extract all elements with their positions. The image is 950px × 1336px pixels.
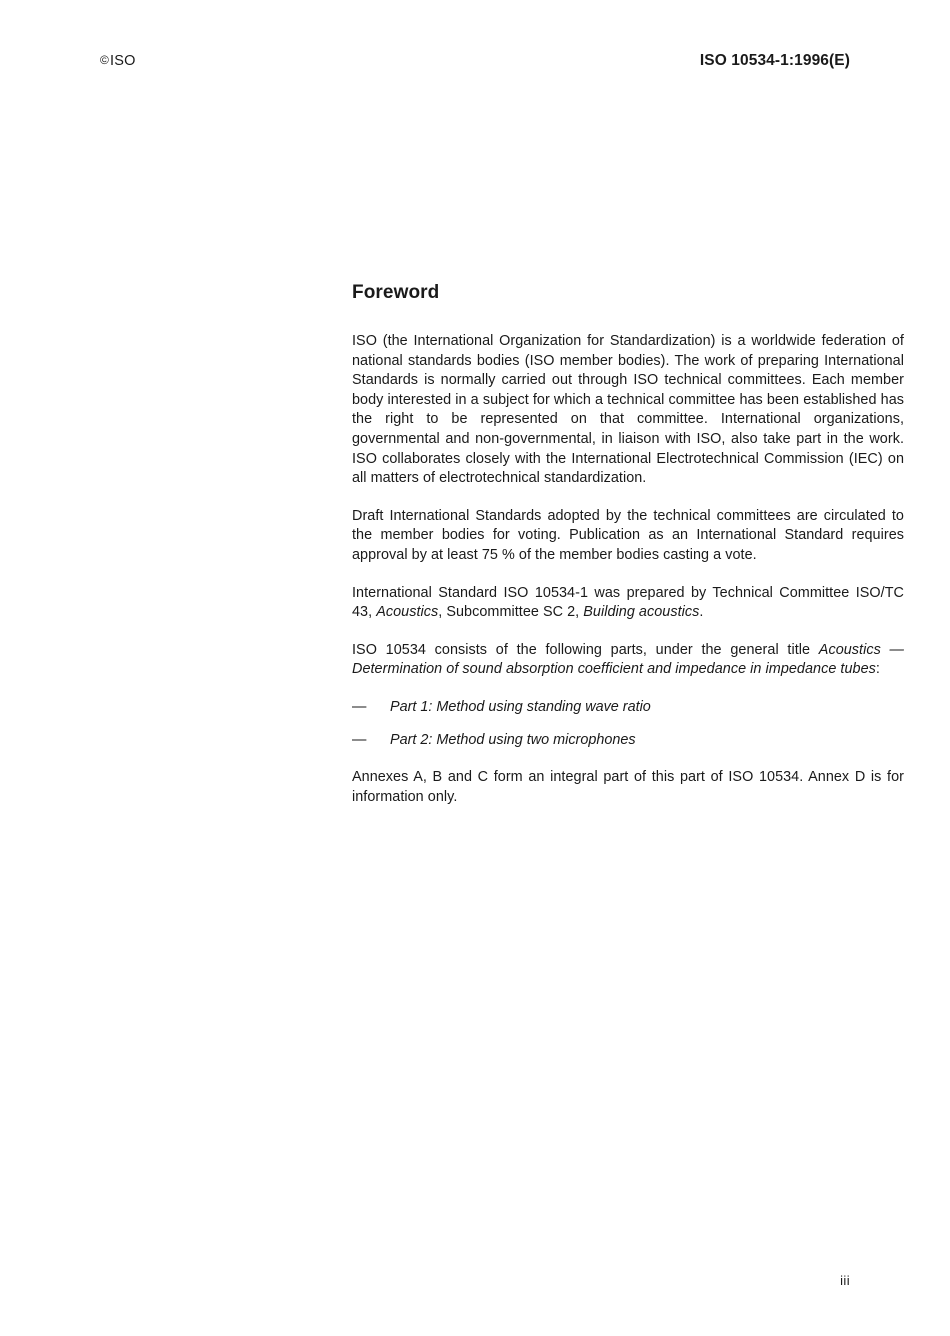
paragraph-committee — [352, 584, 904, 623]
paragraph-iso-intro: ISO (the International Organization for Standardization) is a worldwide federation of national standards bodies (ISO member bodies). The work of preparing International Standards is normally carried out through ISO technical committees. Each member body interested in a subject for which a technical committee has been established has the right to be represented on that committee. International organizations, governmental and non-governmental, in liaison with ISO, also take part in the work. ISO collaborates closely with the International Electrotechnical Commission (IEC) on all matters of electrotechnical standardization. — [352, 333, 904, 487]
paragraph-draft-standards: Draft International Standards adopted by the technical committees are circulated to the member bodies for voting. Publication as an International Standard requires approval by at least 75 % of the member bodies casting a vote. — [352, 507, 904, 563]
list-item — [352, 698, 904, 718]
parts-intro-italic-title: Acoustics — Determination of sound absorption coefficient and impedance in impedance tubes — [352, 641, 904, 678]
page-number: iii — [840, 1273, 850, 1288]
list-item-label: Part 2: Method using two microphones — [390, 731, 636, 748]
parts-list — [352, 698, 904, 750]
em-dash-icon: — — [352, 731, 367, 748]
copyright-icon: © — [100, 53, 110, 67]
committee-text-part3: . — [699, 604, 704, 621]
committee-italic-building-acoustics: Building acoustics — [583, 604, 700, 621]
page-title: Foreword — [352, 282, 440, 303]
paragraph-annexes: Annexes A, B and C form an integral part of this part of ISO 10534. Annex D is for information only. — [352, 769, 904, 805]
list-item — [352, 731, 904, 751]
header-standard-number: ISO 10534-1:1996(E) — [699, 52, 850, 69]
header-left-text — [100, 53, 136, 69]
document-body — [352, 282, 904, 807]
em-dash-icon: — — [352, 698, 367, 715]
committee-text-part2: , Subcommittee SC 2, — [438, 604, 584, 621]
list-item-label: Part 1: Method using standing wave ratio — [390, 698, 651, 715]
paragraph-parts-intro — [352, 641, 904, 680]
header-organization: ISO — [110, 53, 136, 69]
parts-intro-part2: : — [875, 661, 880, 678]
parts-intro-part1: ISO 10534 consists of the following parts, under the general title — [352, 641, 819, 658]
running-header — [100, 52, 850, 70]
committee-italic-acoustics: Acoustics — [376, 604, 439, 621]
committee-text-part1: International Standard ISO 10534-1 was prepared by Technical Committee ISO/TC 43, — [352, 584, 904, 621]
